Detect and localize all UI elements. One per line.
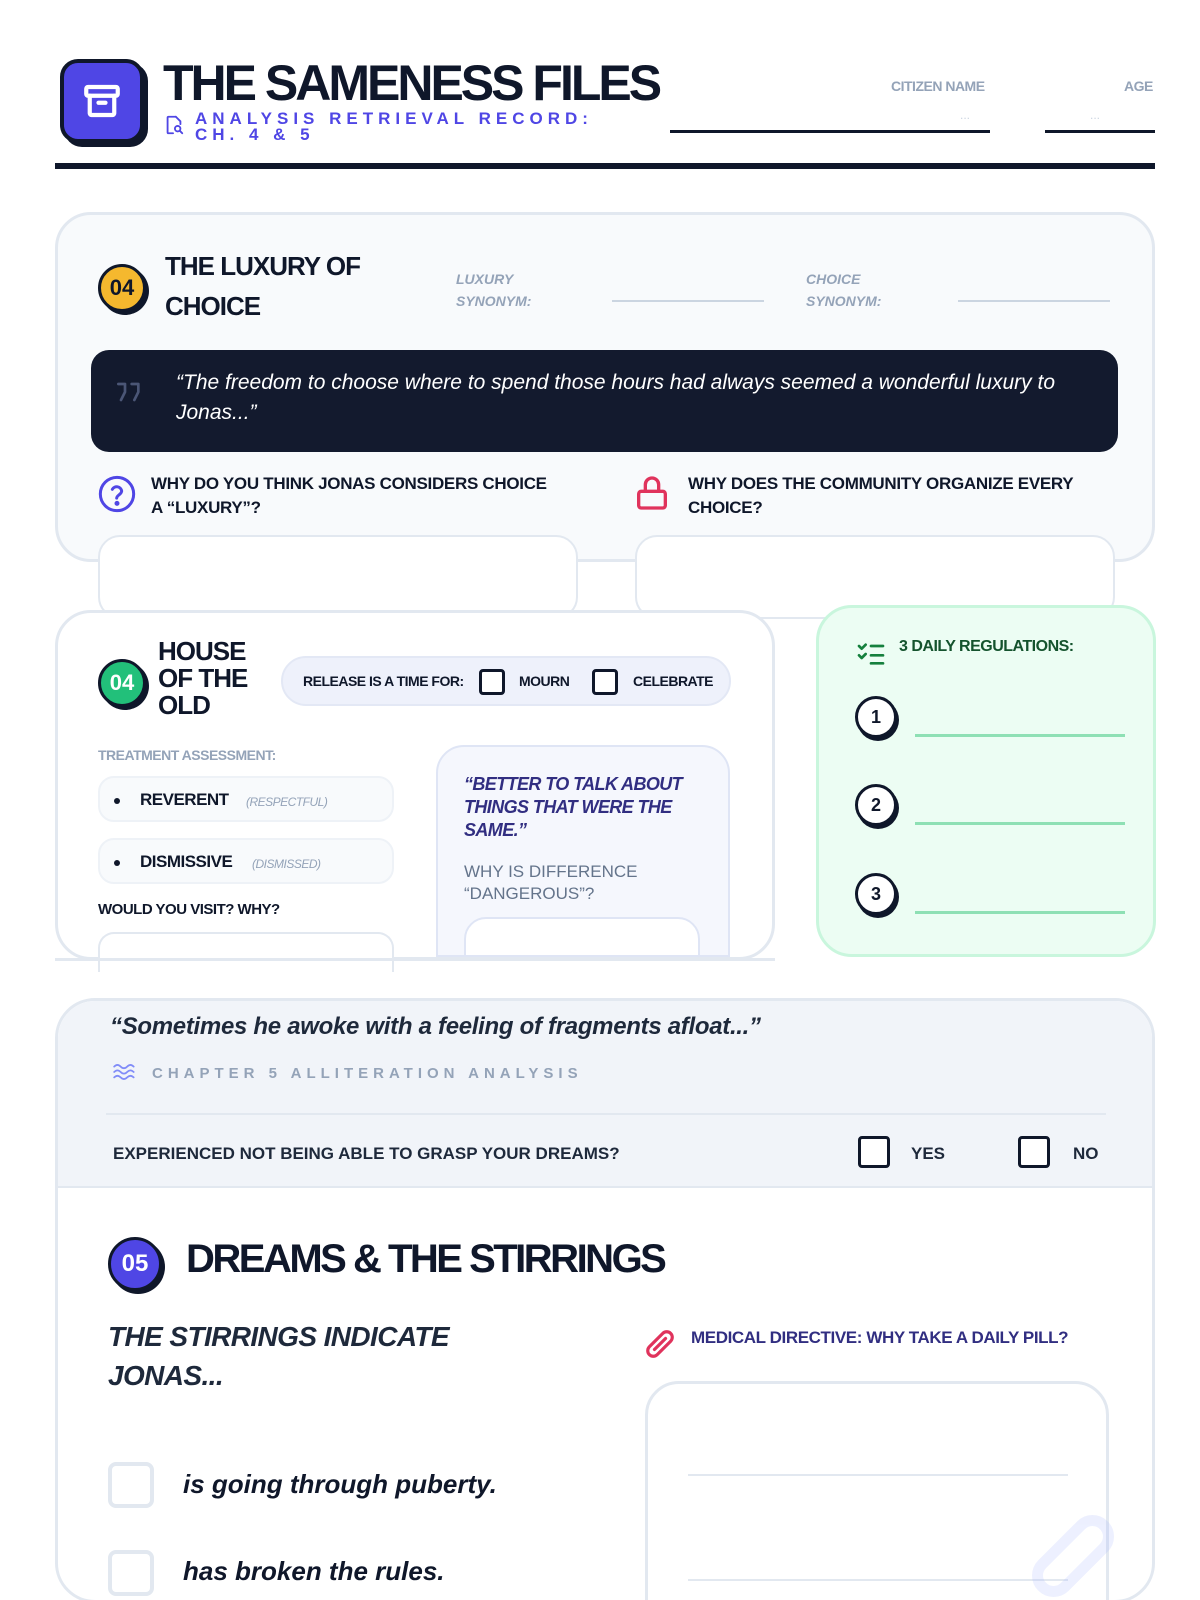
bullet xyxy=(114,860,120,866)
trait-name: REVERENT xyxy=(140,790,229,809)
puberty-option: is going through puberty. xyxy=(183,1469,497,1499)
no-checkbox[interactable] xyxy=(1018,1136,1050,1168)
puberty-checkbox[interactable] xyxy=(108,1462,154,1508)
bubble-question: WHY IS DIFFERENCE “DANGEROUS”? xyxy=(464,862,638,903)
trait-note: (RESPECTFUL) xyxy=(246,795,328,809)
pill-icon xyxy=(641,1325,679,1363)
bullet xyxy=(114,798,120,804)
choice-synonym-label: CHOICE SYNONYM: xyxy=(806,271,882,309)
trait-dismissive[interactable] xyxy=(98,838,394,884)
luxury-synonym-field[interactable] xyxy=(612,300,764,302)
broken-rules-option: has broken the rules. xyxy=(183,1556,445,1586)
no-label: NO xyxy=(1073,1144,1099,1163)
checklist-icon xyxy=(855,638,887,670)
age-label: AGE xyxy=(1124,78,1153,94)
age-field[interactable] xyxy=(1045,130,1155,133)
regulation-field-3[interactable] xyxy=(915,911,1125,914)
header-divider xyxy=(55,163,1155,169)
sameness-quote-bubble xyxy=(436,745,730,957)
visit-answer[interactable] xyxy=(98,932,394,972)
treatment-label: TREATMENT ASSESSMENT: xyxy=(98,747,276,763)
lock-icon xyxy=(632,472,672,514)
luxury-question-1: WHY DO YOU THINK JONAS CONSIDERS CHOICE A “LUXURY”? xyxy=(151,474,547,517)
release-label: RELEASE IS A TIME FOR: xyxy=(303,673,464,689)
luxury-quote-text: “The freedom to choose where to spend those hours had always seemed a wonderful luxury to Jonas...” xyxy=(176,371,1055,424)
daily-regulations-card xyxy=(816,605,1156,957)
quote-icon xyxy=(113,376,145,408)
luxury-question-2: WHY DOES THE COMMUNITY ORGANIZE EVERY CHOICE? xyxy=(688,474,1073,517)
answer-line-1 xyxy=(688,1474,1068,1476)
citizen-name-field[interactable] xyxy=(670,130,990,133)
broken-rules-checkbox[interactable] xyxy=(108,1550,154,1596)
archive-logo xyxy=(60,59,144,143)
visit-question: WOULD YOU VISIT? WHY? xyxy=(98,901,280,918)
page-header xyxy=(55,55,1155,173)
trait-note: (DISMISSED) xyxy=(252,857,321,871)
dreams-section-title: DREAMS & THE STIRRINGS xyxy=(186,1237,665,1281)
file-search-icon xyxy=(163,113,185,137)
luxury-quote-block xyxy=(91,350,1118,452)
alliteration-label: CHAPTER 5 ALLITERATION ANALYSIS xyxy=(152,1065,583,1082)
fragments-panel xyxy=(58,1001,1152,1188)
section-number-badge: 04 xyxy=(98,264,146,312)
mourn-label: MOURN xyxy=(519,673,570,689)
bubble-quote: “BETTER TO TALK ABOUT THINGS THAT WERE THE SAME.” xyxy=(464,774,683,840)
trait-name: DISMISSIVE xyxy=(140,852,233,871)
regulations-title: 3 DAILY REGULATIONS: xyxy=(899,638,1074,655)
page-title: THE SAMENESS FILES xyxy=(163,55,660,111)
page-subtitle: ANALYSIS RETRIEVAL RECORD: CH. 4 & 5 xyxy=(195,109,593,144)
trait-reverent[interactable] xyxy=(98,776,394,822)
section-05-badge: 05 xyxy=(108,1237,162,1291)
regulation-field-2[interactable] xyxy=(915,822,1125,825)
regulation-field-1[interactable] xyxy=(915,734,1125,737)
choice-synonym-field[interactable] xyxy=(958,300,1110,302)
yes-label: YES xyxy=(911,1144,946,1163)
fragments-quote: “Sometimes he awoke with a feeling of fragments afloat...” xyxy=(110,1013,761,1040)
difference-answer[interactable] xyxy=(464,917,700,957)
archive-icon xyxy=(81,80,123,122)
luxury-answer-1[interactable] xyxy=(98,535,578,619)
house-section-title: HOUSE OF THE OLD xyxy=(158,636,248,720)
dream-question: EXPERIENCED NOT BEING ABLE TO GRASP YOUR DREAMS? xyxy=(113,1144,620,1163)
question-circle-icon xyxy=(97,474,137,514)
panel-divider xyxy=(106,1113,1106,1115)
celebrate-checkbox[interactable] xyxy=(592,669,618,695)
answer-line-2 xyxy=(688,1579,1068,1581)
waves-icon xyxy=(112,1061,138,1083)
yes-checkbox[interactable] xyxy=(858,1136,890,1168)
luxury-section-title: THE LUXURY OF CHOICE xyxy=(165,251,361,321)
decorative-pill-icon xyxy=(1018,1501,1128,1600)
medical-directive-question: MEDICAL DIRECTIVE: WHY TAKE A DAILY PILL? xyxy=(691,1328,1069,1347)
regulation-number-3: 3 xyxy=(855,873,897,915)
citizen-name-label: CITIZEN NAME xyxy=(891,78,985,94)
citizen-name-placeholder: ... xyxy=(960,108,971,122)
regulation-number-1: 1 xyxy=(855,696,897,738)
house-section-badge: 04 xyxy=(98,659,146,707)
release-options xyxy=(281,656,731,706)
regulation-number-2: 2 xyxy=(855,784,897,826)
house-card-bottom-edge xyxy=(55,958,775,961)
chapter-5-card xyxy=(55,998,1155,1600)
stirrings-prompt: THE STIRRINGS INDICATE JONAS... xyxy=(108,1321,449,1391)
luxury-synonym-label: LUXURY SYNONYM: xyxy=(456,271,532,309)
celebrate-label: CELEBRATE xyxy=(633,673,714,689)
subtitle-row xyxy=(163,111,643,143)
age-placeholder: ... xyxy=(1090,108,1101,122)
mourn-checkbox[interactable] xyxy=(479,669,505,695)
